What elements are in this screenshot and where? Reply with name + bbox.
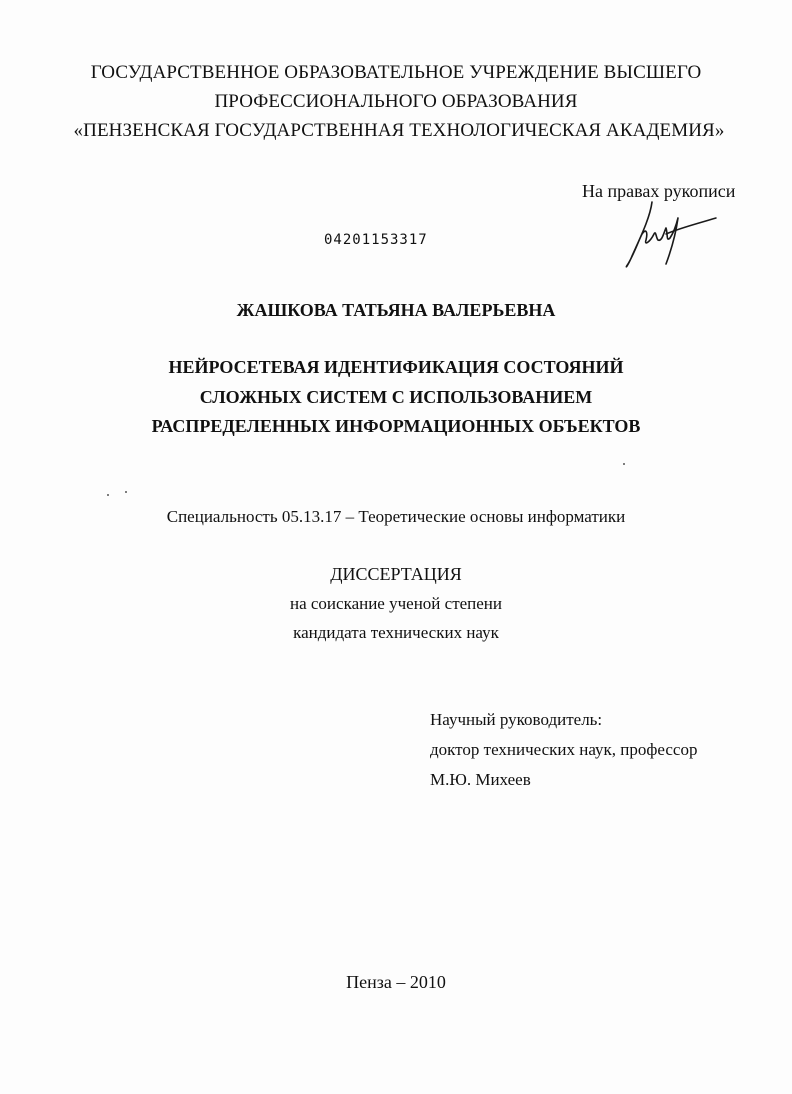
supervisor-name: М.Ю. Михеев (430, 770, 531, 789)
dissertation-heading: ДИССЕРТАЦИЯ (330, 564, 462, 584)
institution-line-1: ГОСУДАРСТВЕННОЕ ОБРАЗОВАТЕЛЬНОЕ УЧРЕЖДЕНИЕ ВЫСШЕГО (90, 62, 702, 83)
institution-line-3: «ПЕНЗЕНСКАЯ ГОСУДАРСТВЕННАЯ ТЕХНОЛОГИЧЕСКАЯ АКАДЕМИЯ» (73, 120, 725, 141)
title-line-3: РАСПРЕДЕЛЕННЫХ ИНФОРМАЦИОННЫХ ОБЪЕКТОВ (151, 416, 641, 436)
supervisor-degree: доктор технических наук, профессор (430, 740, 698, 759)
dissertation-field-line: кандидата технических наук (293, 623, 499, 642)
city-year: Пенза – 2010 (346, 972, 446, 992)
specialty: Специальность 05.13.17 – Теоретические основы информатики (166, 507, 626, 526)
scan-speck (623, 463, 625, 465)
manuscript-note: На правах рукописи (582, 181, 736, 201)
catalog-number: 04201153317 (324, 232, 428, 248)
supervisor-label: Научный руководитель: (430, 710, 603, 729)
scan-speck (107, 494, 109, 496)
dissertation-degree-line: на соискание ученой степени (289, 594, 503, 613)
institution-line-2: ПРОФЕССИОНАЛЬНОГО ОБРАЗОВАНИЯ (214, 91, 578, 112)
scan-speck (125, 491, 127, 493)
author-name: ЖАШКОВА ТАТЬЯНА ВАЛЕРЬЕВНА (236, 300, 556, 320)
title-line-1: НЕЙРОСЕТЕВАЯ ИДЕНТИФИКАЦИЯ СОСТОЯНИЙ (168, 357, 624, 377)
handwritten-signature (620, 198, 720, 272)
title-line-2: СЛОЖНЫХ СИСТЕМ С ИСПОЛЬЗОВАНИЕМ (199, 387, 593, 407)
